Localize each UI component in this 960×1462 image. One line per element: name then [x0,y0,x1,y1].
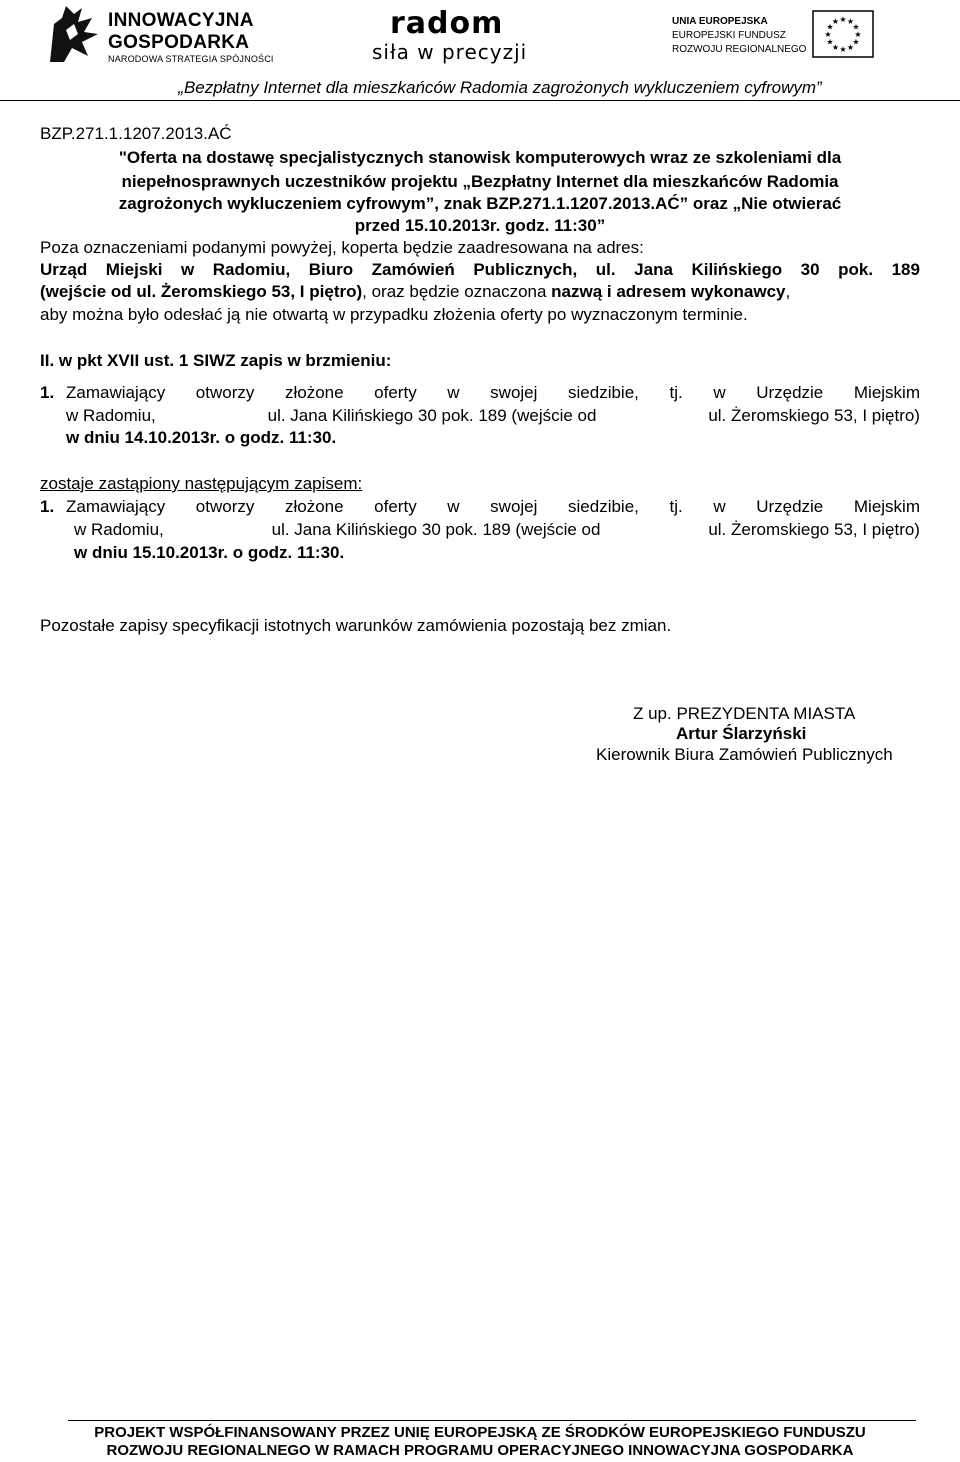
section-heading: II. w pkt XVII ust. 1 SIWZ zapis w brzmieniu: [40,351,392,370]
radom-word: radom [390,6,504,41]
old-clause-segment: ul. Jana Kilińskiego 30 pok. 189 (wejście od [267,406,597,425]
old-clause-segment: ul. Żeromskiego 53, I piętro) [708,406,920,425]
eu-star-icon: ★ [831,17,840,27]
address-line-2 [40,282,790,302]
old-clause-segment: w Radomiu, [66,406,156,425]
address-line-3: aby można było odesłać ją nie otwartą w przypadku złożenia oferty po wyznaczonym terminie. [40,305,748,324]
replaced-by: zostaje zastąpiony następującym zapisem: [40,474,363,493]
eu-star-icon: ★ [826,22,834,32]
eu-star-icon: ★ [839,45,847,54]
footer-line-2: ROZWOJU REGIONALNEGO W RAMACH PROGRAMU OPERACYJNEGO INNOWACYJNA GOSPODARKA [106,1442,854,1459]
address-word: Biuro [308,260,354,279]
old-clause-word: Zamawiający [66,383,166,402]
old-item-number: 1. [40,383,55,402]
ig-line3: NARODOWA STRATEGIA SPÓJNOŚCI [108,54,274,64]
old-clause-word: siedzibie, [568,383,639,402]
address-word: Jana [634,260,673,279]
new-clause-word: otworzy [195,497,255,516]
address-entrance: (wejście od ul. Żeromskiego 53, I piętro) [40,282,363,301]
footer-divider [68,1420,916,1421]
remaining-provisions: Pozostałe zapisy specyfikacji istotnych warunków zamówienia pozostają bez zmian. [40,616,672,635]
address-word: Kilińskiego [691,260,783,279]
offer-line-2: niepełnosprawnych uczestników projektu „Bezpłatny Internet dla mieszkańców Radomia [121,172,839,191]
old-clause-word: w [713,383,726,402]
eu-star-icon: ★ [854,30,862,39]
eu-star-icon: ★ [852,37,860,47]
new-clause-segment: w Radomiu, [74,520,164,539]
new-clause-word: oferty [374,497,417,516]
new-line-1 [66,497,920,517]
address-word: Publicznych, [473,260,578,279]
address-line-1 [40,260,920,280]
eu-star-icon: ★ [831,42,840,52]
old-line-1 [66,383,920,403]
new-item-number: 1. [40,497,55,516]
eu-star-icon: ★ [839,15,847,24]
new-line-3: w dniu 15.10.2013r. o godz. 11:30. [74,543,345,562]
eu-flag-icon [812,10,874,58]
offer-line-3: zagrożonych wykluczeniem cyfrowym”, znak BZP.271.1.1207.2013.AĆ” oraz „Nie otwierać [118,194,842,213]
old-clause-word: złożone [284,383,344,402]
old-clause-word: swojej [490,383,538,402]
eu-logo [672,14,882,66]
radom-slogan: siła w precyzji [372,40,528,64]
new-clause-word: w [713,497,726,516]
reference-number: BZP.271.1.1207.2013.AĆ [40,124,232,143]
address-mid: , oraz będzie oznaczona [362,282,552,301]
old-clause-word: tj. [669,383,683,402]
address-intro: Poza oznaczeniami podanymi powyżej, koperta będzie zaadresowana na adres: [40,238,644,257]
signature-role: Kierownik Biura Zamówień Publicznych [596,745,893,764]
eu-star-icon: ★ [824,30,832,39]
new-clause-word: Zamawiający [66,497,166,516]
address-word: pok. [838,260,874,279]
new-clause-word: swojej [490,497,538,516]
signature-name: Artur Ślarzyński [676,724,807,743]
old-line-3: w dniu 14.10.2013r. o godz. 11:30. [66,428,337,447]
ig-line2: GOSPODARKA [108,32,250,53]
eu-line2: EUROPEJSKI FUNDUSZ [672,30,786,41]
eu-star-icon: ★ [826,37,834,47]
eu-star-icon: ★ [846,17,855,27]
address-word: w [181,260,195,279]
ig-line1: INNOWACYJNA [108,10,254,31]
new-clause-word: Urzędzie [756,497,824,516]
address-word: 189 [891,260,920,279]
new-clause-word: tj. [669,497,683,516]
address-contractor: nazwą i adresem wykonawcy [551,282,786,301]
offer-line-1: "Oferta na dostawę specjalistycznych stanowisk komputerowych wraz ze szkoleniami dla [118,148,842,167]
old-clause-word: Miejskim [853,383,920,402]
new-clause-word: siedzibie, [568,497,639,516]
old-clause-word: Urzędzie [756,383,824,402]
new-clause-word: złożone [284,497,344,516]
footer-line-1: PROJEKT WSPÓŁFINANSOWANY PRZEZ UNIĘ EUROPEJSKĄ ZE ŚRODKÓW EUROPEJSKIEGO FUNDUSZU [94,1424,866,1441]
old-clause-word: oferty [374,383,417,402]
address-word: Urząd [40,260,88,279]
new-clause-word: Miejskim [853,497,920,516]
header-divider [0,100,960,101]
ig-emblem-icon [48,4,100,64]
eu-line1: UNIA EUROPEJSKA [672,16,768,27]
signature-authority: Z up. PREZYDENTA MIASTA [633,704,856,723]
new-clause-segment: ul. Jana Kilińskiego 30 pok. 189 (wejście od [271,520,601,539]
address-word: Miejski [105,260,163,279]
address-word: 30 [800,260,820,279]
address-end: , [785,282,791,301]
offer-line-4: przed 15.10.2013r. godz. 11:30” [354,216,606,235]
eu-line3: ROZWOJU REGIONALNEGO [672,44,807,55]
address-word: ul. [595,260,616,279]
radom-logo [372,6,542,66]
old-line-2 [66,406,920,426]
old-clause-word: otworzy [195,383,255,402]
new-clause-segment: ul. Żeromskiego 53, I piętro) [708,520,920,539]
eu-star-icon: ★ [852,22,860,32]
address-word: Radomiu, [212,260,291,279]
old-clause-word: w [447,383,460,402]
address-word: Zamówień [371,260,455,279]
new-line-2 [74,520,920,540]
innowacyjna-gospodarka-logo [48,4,278,66]
eu-star-icon: ★ [846,42,855,52]
new-clause-word: w [447,497,460,516]
project-title: „Bezpłatny Internet dla mieszkańców Radomia zagrożonych wykluczeniem cyfrowym” [178,78,822,97]
